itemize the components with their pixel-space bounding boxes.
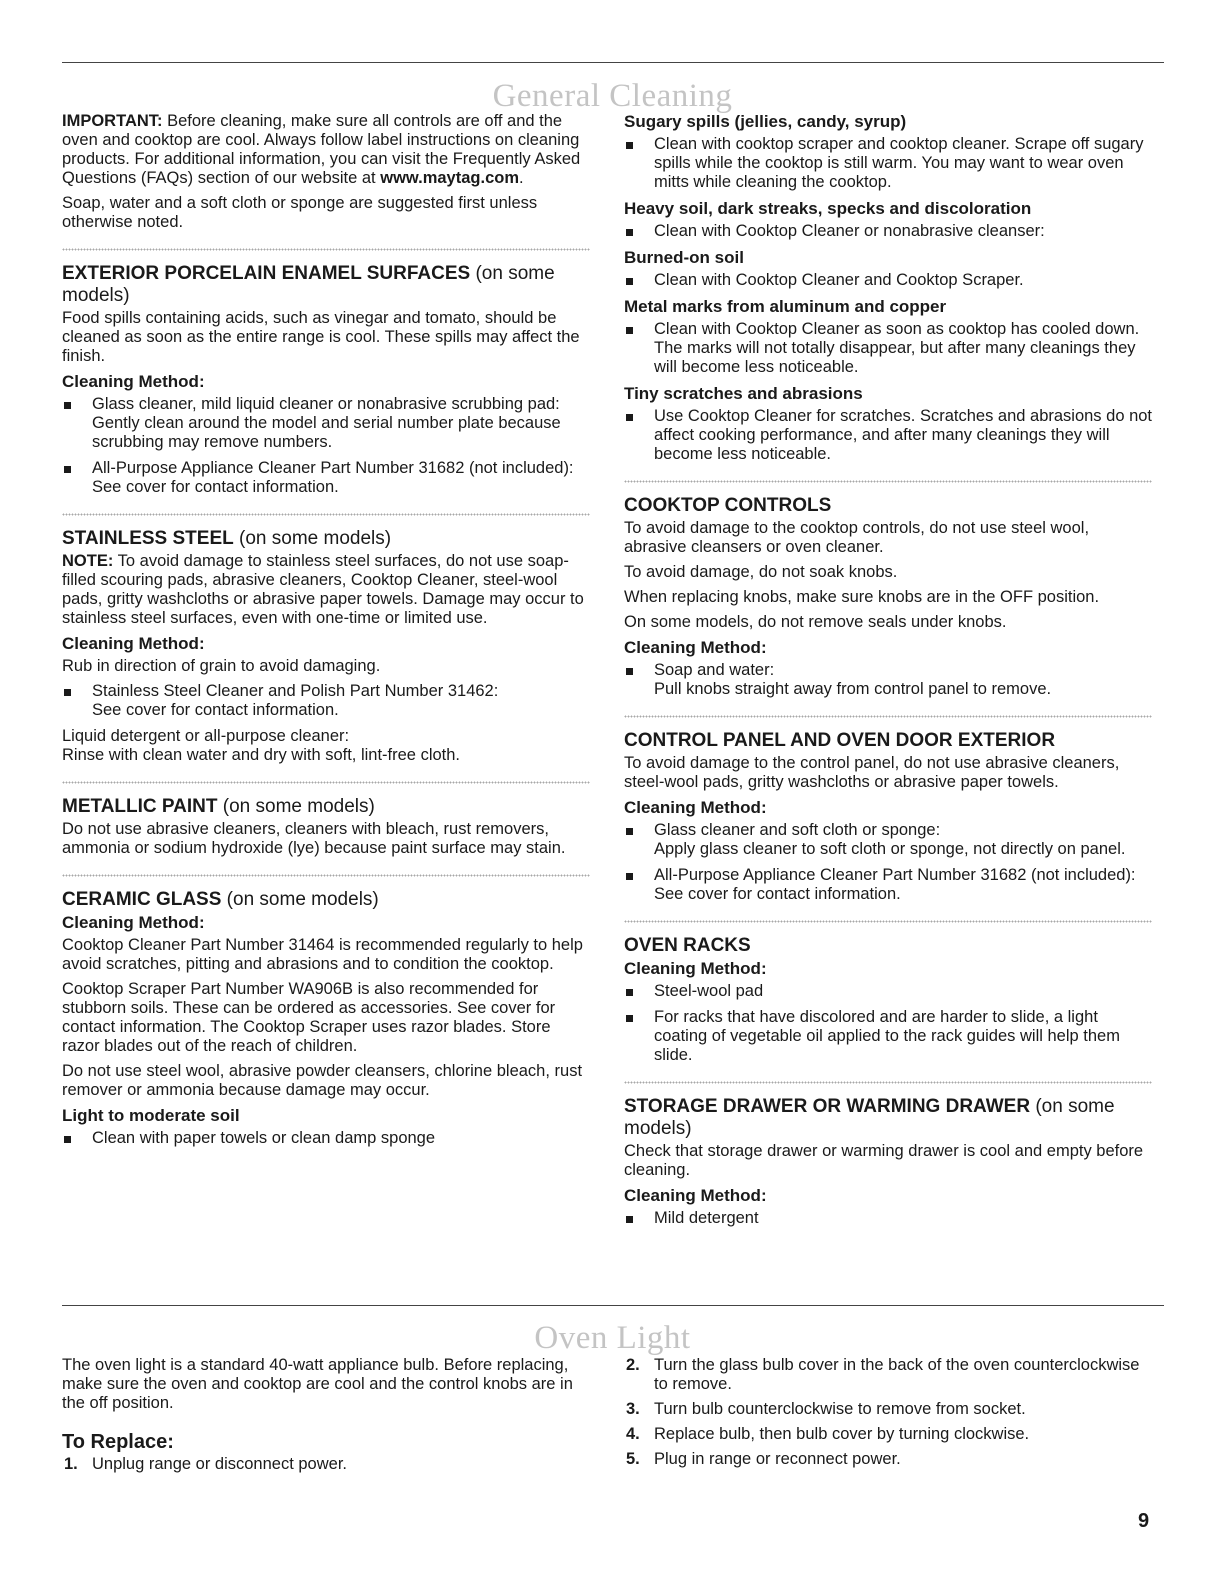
divider [624, 715, 1152, 718]
ceramic-title: CERAMIC GLASS [62, 889, 222, 910]
drawer-heading [624, 1096, 1152, 1140]
ceramic-method-label: Cleaning Method: [62, 913, 205, 932]
bullet-subtext: Gently clean around the model and serial number plate because scrubbing may remove numbers. [92, 414, 561, 451]
metallic-qualifier: (on some models) [217, 796, 375, 817]
list-item: Clean with cooktop scraper and cooktop cleaner. Scrape off sugary spills while the cooktop is still warm. You may want to wear oven mitts while cleaning the cooktop. [624, 135, 1152, 192]
step-number: 1. [64, 1455, 78, 1473]
exterior-title: EXTERIOR PORCELAIN ENAMEL SURFACES [62, 263, 471, 284]
step-text: Plug in range or reconnect power. [654, 1450, 901, 1468]
important-paragraph [62, 112, 590, 188]
page-number: 9 [1138, 1510, 1150, 1532]
website-tail: . [519, 169, 524, 187]
bullet-subtext: See cover for contact information. [654, 885, 901, 903]
exterior-method-label: Cleaning Method: [62, 372, 205, 391]
bullet-text: Stainless Steel Cleaner and Polish Part Number 31462: [92, 682, 499, 700]
exterior-qualifier: (on some models) [62, 263, 555, 306]
step-item [624, 1425, 1152, 1444]
metallic-heading [62, 796, 590, 818]
list-item: Steel-wool pad [624, 982, 1152, 1001]
ceramic-p2: Cooktop Scraper Part Number WA906B is also recommended for stubborn soils. These can be ordered as accessories. See cover for contact information. The Cooktop Scraper uses razor blades. Store razor blades out of the reach of children. [62, 980, 556, 1055]
list-item: Mild detergent [624, 1209, 1152, 1228]
oven-light-left [62, 1356, 590, 1480]
step-item [624, 1400, 1152, 1419]
step-item [624, 1450, 1152, 1469]
divider [62, 513, 590, 516]
metallic-title: METALLIC PAINT [62, 796, 218, 817]
divider [62, 781, 590, 784]
metal-label: Metal marks from aluminum and copper [624, 297, 947, 316]
stainless-qualifier: (on some models) [233, 528, 392, 549]
oven-light-rule [62, 1305, 1164, 1306]
divider [624, 480, 1152, 483]
exterior-heading [62, 263, 590, 307]
stainless-method-label: Cleaning Method: [62, 634, 205, 653]
controls-p1: To avoid damage to the cooktop controls, do not use steel wool, abrasive cleansers or oven cleaner. [624, 519, 1090, 556]
oven-light-right [624, 1356, 1152, 1475]
important-label: IMPORTANT: [62, 112, 163, 130]
panel-method-label: Cleaning Method: [624, 798, 767, 817]
divider [62, 874, 590, 877]
website-link[interactable]: www.maytag.com [380, 169, 519, 187]
divider [62, 248, 590, 251]
list-item: Clean with paper towels or clean damp sponge [62, 1129, 590, 1148]
drawer-method-label: Cleaning Method: [624, 1186, 767, 1205]
liquid-line-1: Liquid detergent or all-purpose cleaner: [62, 727, 350, 745]
bullet-subtext: Pull knobs straight away from control panel to remove. [654, 680, 1052, 698]
soap-note: Soap, water and a soft cloth or sponge are suggested first unless otherwise noted. [62, 194, 538, 231]
left-column [62, 112, 590, 1155]
controls-p3: When replacing knobs, make sure knobs are in the OFF position. [624, 588, 1100, 606]
stainless-liquid [62, 727, 590, 765]
bullet-subtext: See cover for contact information. [92, 478, 339, 496]
step-text: Unplug range or disconnect power. [92, 1455, 347, 1473]
stainless-heading [62, 528, 590, 550]
list-item [62, 395, 590, 452]
panel-heading: CONTROL PANEL AND OVEN DOOR EXTERIOR [624, 730, 1056, 751]
list-item: Use Cooktop Cleaner for scratches. Scratches and abrasions do not affect cooking performance, and after many cleanings they will become less noticeable. [624, 407, 1152, 464]
list-item [624, 866, 1152, 904]
exterior-text: Food spills containing acids, such as vinegar and tomato, should be cleaned as soon as the entire range is cool. These spills may affect the finish. [62, 309, 580, 365]
bullet-text: Glass cleaner and soft cloth or sponge: [654, 821, 941, 839]
stainless-note [62, 552, 590, 628]
step-text: Replace bulb, then bulb cover by turning clockwise. [654, 1425, 1030, 1443]
ceramic-heading [62, 889, 590, 911]
sugary-label: Sugary spills (jellies, candy, syrup) [624, 112, 907, 131]
note-label: NOTE: [62, 552, 114, 570]
oven-light-title: Oven Light [534, 1320, 691, 1356]
step-item [62, 1455, 590, 1474]
heavy-label: Heavy soil, dark streaks, specks and discoloration [624, 199, 1032, 218]
controls-method-label: Cleaning Method: [624, 638, 767, 657]
to-replace-label: To Replace: [62, 1431, 174, 1453]
bullet-text: All-Purpose Appliance Cleaner Part Number 31682 (not included): [654, 866, 1136, 884]
list-item [624, 661, 1152, 699]
ceramic-qualifier: (on some models) [221, 889, 379, 910]
bullet-text: All-Purpose Appliance Cleaner Part Number 31682 (not included): [92, 459, 574, 477]
step-number: 4. [626, 1425, 640, 1443]
step-number: 3. [626, 1400, 640, 1418]
list-item [624, 821, 1152, 859]
light-soil-label: Light to moderate soil [62, 1106, 240, 1125]
step-item [624, 1356, 1152, 1394]
ceramic-p3: Do not use steel wool, abrasive powder cleansers, chlorine bleach, rust remover or ammonia because damage may occur. [62, 1062, 583, 1099]
ceramic-p1: Cooktop Cleaner Part Number 31464 is recommended regularly to help avoid scratches, pitting and abrasions and to condition the cooktop. [62, 936, 583, 973]
controls-heading: COOKTOP CONTROLS [624, 495, 832, 516]
stainless-title: STAINLESS STEEL [62, 528, 234, 549]
tiny-label: Tiny scratches and abrasions [624, 384, 863, 403]
list-item: Clean with Cooktop Cleaner and Cooktop Scraper. [624, 271, 1152, 290]
list-item: For racks that have discolored and are harder to slide, a light coating of vegetable oil applied to the rack guides will help them slide. [624, 1008, 1152, 1065]
right-column [624, 112, 1152, 1235]
racks-heading: OVEN RACKS [624, 935, 751, 956]
drawer-qualifier: (on some models) [624, 1096, 1115, 1139]
divider [624, 920, 1152, 923]
stainless-rub: Rub in direction of grain to avoid damaging. [62, 657, 381, 675]
note-text: To avoid damage to stainless steel surfaces, do not use soap-filled scouring pads, abrasive cleaners, Cooktop Cleaner, steel-wool pads, gritty washcloths or abrasive paper towels. Damage may occur to stainless steel surfaces, even with one-time or limited use. [62, 552, 584, 627]
drawer-text: Check that storage drawer or warming drawer is cool and empty before cleaning. [624, 1142, 1144, 1179]
liquid-line-2: Rinse with clean water and dry with soft, lint-free cloth. [62, 746, 461, 764]
important-text: Before cleaning, make sure all controls are off and the oven and cooktop are cool. Always follow label instructions on cleaning products. For additional information, you can visit the Frequently Asked Questions (FAQs) section of our website at [62, 112, 581, 187]
general-cleaning-title: General Cleaning [492, 78, 733, 114]
step-text: Turn the glass bulb cover in the back of the oven counterclockwise to remove. [654, 1356, 1140, 1393]
panel-text: To avoid damage to the control panel, do not use abrasive cleaners, steel-wool pads, gritty washcloths or abrasive paper towels. [624, 754, 1120, 791]
list-item [62, 459, 590, 497]
controls-p2: To avoid damage, do not soak knobs. [624, 563, 898, 581]
top-rule [62, 62, 1164, 63]
bullet-text: Glass cleaner, mild liquid cleaner or nonabrasive scrubbing pad: [92, 395, 560, 413]
bullet-subtext: See cover for contact information. [92, 701, 339, 719]
racks-method-label: Cleaning Method: [624, 959, 767, 978]
drawer-title: STORAGE DRAWER OR WARMING DRAWER [624, 1096, 1031, 1117]
list-item [62, 682, 590, 720]
list-item: Clean with Cooktop Cleaner or nonabrasive cleanser: [624, 222, 1152, 241]
burned-label: Burned-on soil [624, 248, 744, 267]
bullet-text: Soap and water: [654, 661, 775, 679]
list-item: Clean with Cooktop Cleaner as soon as cooktop has cooled down. The marks will not totally disappear, but after many cleanings they will become less noticeable. [624, 320, 1152, 377]
controls-p4: On some models, do not remove seals under knobs. [624, 613, 1007, 631]
bullet-subtext: Apply glass cleaner to soft cloth or sponge, not directly on panel. [654, 840, 1126, 858]
oven-light-intro: The oven light is a standard 40-watt appliance bulb. Before replacing, make sure the oven and cooktop are cool and the control knobs are in the off position. [62, 1356, 573, 1412]
step-text: Turn bulb counterclockwise to remove from socket. [654, 1400, 1026, 1418]
metallic-text: Do not use abrasive cleaners, cleaners with bleach, rust removers, ammonia or sodium hydroxide (lye) because paint surface may stain. [62, 820, 566, 857]
step-number: 2. [626, 1356, 640, 1374]
step-number: 5. [626, 1450, 640, 1468]
divider [624, 1081, 1152, 1084]
